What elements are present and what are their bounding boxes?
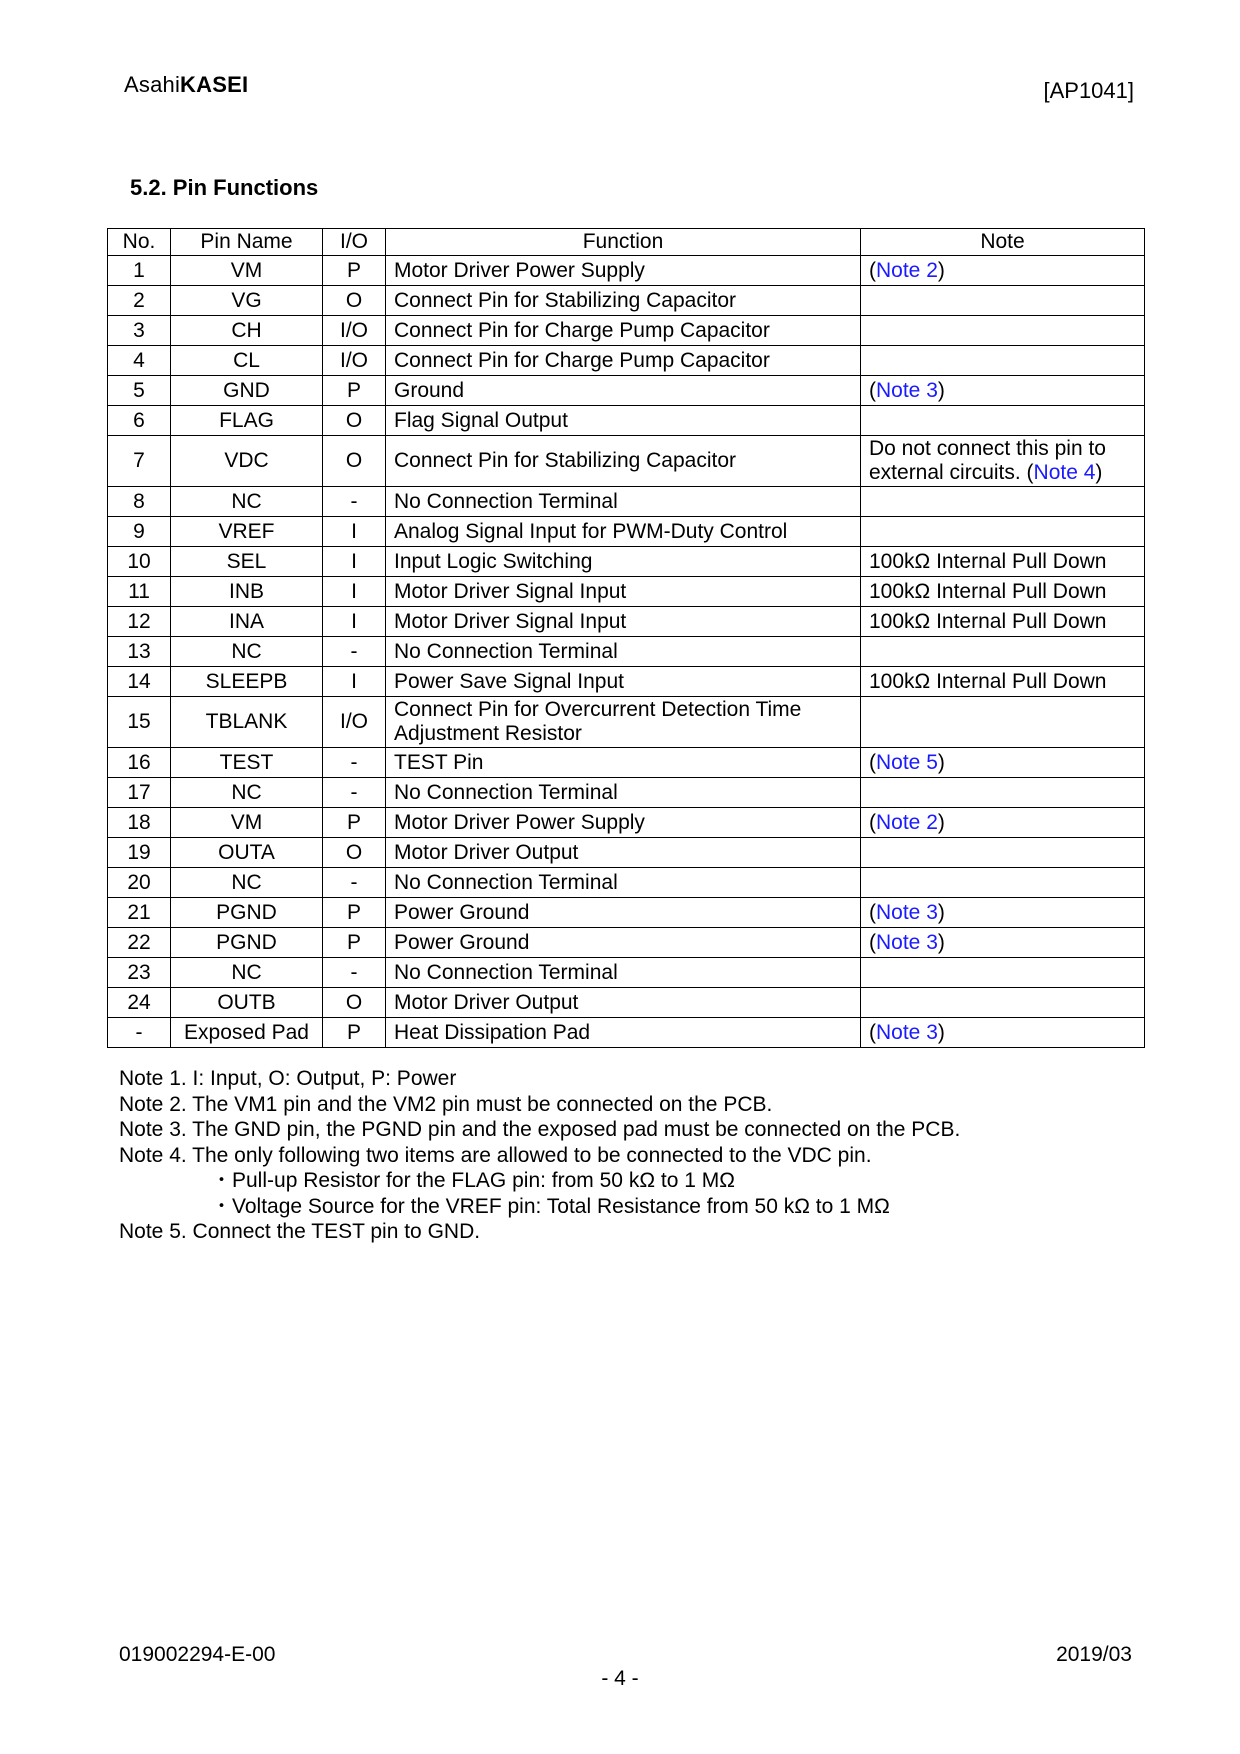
note-line: Note 5. Connect the TEST pin to GND.	[119, 1220, 481, 1243]
cell-pin-number: 21	[108, 898, 171, 928]
table-row	[108, 406, 1145, 436]
note-text: (	[869, 900, 876, 924]
table-row	[108, 607, 1145, 637]
cell-pin-name: PGND	[171, 928, 323, 958]
note-text: 100kΩ Internal Pull Down	[869, 579, 1107, 603]
cell-pin-name: VM	[171, 256, 323, 286]
cell-note	[861, 1018, 1145, 1048]
note-text: 100kΩ Internal Pull Down	[869, 609, 1107, 633]
cell-pin-name: CL	[171, 346, 323, 376]
cell-pin-name: NC	[171, 637, 323, 667]
note-text: 100kΩ Internal Pull Down	[869, 549, 1107, 573]
cell-function: Connect Pin for Stabilizing Capacitor	[386, 436, 861, 487]
cell-pin-name: INA	[171, 607, 323, 637]
pin-functions-table	[107, 228, 1145, 1048]
table-row	[108, 748, 1145, 778]
logo-text-asahi: Asahi	[124, 72, 181, 97]
cell-pin-number: -	[108, 1018, 171, 1048]
cell-function: Input Logic Switching	[386, 547, 861, 577]
cell-pin-number: 13	[108, 637, 171, 667]
cell-io-type: -	[323, 868, 386, 898]
cell-function: Motor Driver Signal Input	[386, 607, 861, 637]
cell-pin-number: 18	[108, 808, 171, 838]
cell-pin-number: 24	[108, 988, 171, 1018]
cell-function: Power Ground	[386, 928, 861, 958]
note-line: Note 1. I: Input, O: Output, P: Power	[119, 1067, 457, 1090]
cell-io-type: -	[323, 958, 386, 988]
table-row	[108, 547, 1145, 577]
cell-note	[861, 988, 1145, 1018]
cell-io-type: I	[323, 607, 386, 637]
cell-pin-number: 17	[108, 778, 171, 808]
cell-note	[861, 637, 1145, 667]
note-text: (	[869, 1020, 876, 1044]
cell-pin-name: GND	[171, 376, 323, 406]
cell-pin-number: 14	[108, 667, 171, 697]
cell-note	[861, 607, 1145, 637]
note-line: Note 2. The VM1 pin and the VM2 pin must be connected on the PCB.	[119, 1092, 773, 1116]
cell-io-type: P	[323, 898, 386, 928]
note-text: (	[869, 810, 876, 834]
cell-pin-number: 11	[108, 577, 171, 607]
cell-io-type: I	[323, 547, 386, 577]
cell-function: Motor Driver Power Supply	[386, 256, 861, 286]
cell-io-type: P	[323, 376, 386, 406]
company-logo	[124, 72, 248, 98]
cell-pin-name: SEL	[171, 547, 323, 577]
note-text-suffix: )	[937, 810, 945, 834]
cell-pin-number: 10	[108, 547, 171, 577]
note-text-suffix: )	[937, 930, 945, 954]
cell-pin-name: NC	[171, 868, 323, 898]
note-reference-link[interactable]: Note 5	[876, 750, 938, 774]
note-reference-link[interactable]: Note 2	[876, 810, 938, 834]
cell-io-type: -	[323, 487, 386, 517]
cell-note	[861, 808, 1145, 838]
section-title: 5.2. Pin Functions	[130, 175, 319, 200]
cell-pin-name: INB	[171, 577, 323, 607]
cell-pin-name: VG	[171, 286, 323, 316]
cell-pin-name: VM	[171, 808, 323, 838]
table-row	[108, 808, 1145, 838]
cell-note	[861, 778, 1145, 808]
cell-pin-number: 15	[108, 697, 171, 748]
cell-pin-number: 9	[108, 517, 171, 547]
footer-doc-number: 019002294-E-00	[119, 1643, 276, 1666]
cell-pin-number: 3	[108, 316, 171, 346]
cell-io-type: O	[323, 436, 386, 487]
table-row	[108, 868, 1145, 898]
cell-pin-name: NC	[171, 958, 323, 988]
note-bullet-item: ・Pull-up Resistor for the FLAG pin: from 50 kΩ to 1 MΩ	[211, 1169, 735, 1192]
table-row	[108, 436, 1145, 487]
note-reference-link[interactable]: Note 3	[876, 378, 938, 402]
table-row	[108, 517, 1145, 547]
cell-note	[861, 286, 1145, 316]
note-reference-link[interactable]: Note 2	[876, 258, 938, 282]
cell-function: Flag Signal Output	[386, 406, 861, 436]
cell-note	[861, 868, 1145, 898]
cell-io-type: -	[323, 748, 386, 778]
cell-io-type: I/O	[323, 346, 386, 376]
cell-io-type: I	[323, 667, 386, 697]
cell-function: TEST Pin	[386, 748, 861, 778]
cell-note	[861, 958, 1145, 988]
cell-pin-number: 6	[108, 406, 171, 436]
note-text-suffix: )	[937, 750, 945, 774]
cell-function: Motor Driver Power Supply	[386, 808, 861, 838]
column-header-pin-name: Pin Name	[171, 229, 323, 256]
cell-note	[861, 487, 1145, 517]
note-text-suffix: )	[937, 378, 945, 402]
cell-pin-number: 8	[108, 487, 171, 517]
table-row	[108, 316, 1145, 346]
note-text-suffix: )	[937, 258, 945, 282]
cell-io-type: -	[323, 778, 386, 808]
table-row	[108, 1018, 1145, 1048]
cell-function: Power Save Signal Input	[386, 667, 861, 697]
cell-pin-name: CH	[171, 316, 323, 346]
cell-pin-name: Exposed Pad	[171, 1018, 323, 1048]
cell-pin-number: 5	[108, 376, 171, 406]
cell-pin-number: 20	[108, 868, 171, 898]
cell-io-type: I/O	[323, 697, 386, 748]
cell-io-type: I	[323, 577, 386, 607]
cell-io-type: O	[323, 406, 386, 436]
cell-function: Heat Dissipation Pad	[386, 1018, 861, 1048]
table-row	[108, 286, 1145, 316]
cell-pin-name: OUTB	[171, 988, 323, 1018]
cell-function: No Connection Terminal	[386, 958, 861, 988]
table-row	[108, 988, 1145, 1018]
cell-note	[861, 436, 1145, 487]
cell-function: Ground	[386, 376, 861, 406]
cell-note	[861, 376, 1145, 406]
cell-note	[861, 316, 1145, 346]
column-header-note: Note	[861, 229, 1145, 256]
note-text: (	[869, 750, 876, 774]
cell-function: Power Ground	[386, 898, 861, 928]
logo-text-kasei: KASEI	[180, 72, 249, 97]
cell-pin-name: OUTA	[171, 838, 323, 868]
cell-io-type: P	[323, 928, 386, 958]
table-row	[108, 487, 1145, 517]
note-reference-link[interactable]: Note 3	[876, 900, 938, 924]
cell-function: Connect Pin for Charge Pump Capacitor	[386, 346, 861, 376]
note-text: (	[869, 258, 876, 282]
cell-function: Motor Driver Output	[386, 838, 861, 868]
cell-function: Analog Signal Input for PWM-Duty Control	[386, 517, 861, 547]
page-number: - 4 -	[601, 1667, 639, 1690]
footer-date: 2019/03	[1056, 1643, 1132, 1666]
cell-io-type: I/O	[323, 316, 386, 346]
cell-note	[861, 838, 1145, 868]
note-line: Note 3. The GND pin, the PGND pin and the exposed pad must be connected on the PCB.	[119, 1118, 961, 1141]
table-row	[108, 346, 1145, 376]
cell-io-type: O	[323, 286, 386, 316]
cell-note	[861, 697, 1145, 748]
note-text: Do not connect this pin to external circuits. (	[869, 437, 1106, 484]
cell-pin-number: 2	[108, 286, 171, 316]
table-row	[108, 778, 1145, 808]
cell-pin-number: 1	[108, 256, 171, 286]
note-reference-link[interactable]: Note 3	[876, 930, 938, 954]
cell-pin-name: VREF	[171, 517, 323, 547]
cell-function: No Connection Terminal	[386, 487, 861, 517]
cell-pin-name: FLAG	[171, 406, 323, 436]
cell-pin-name: VDC	[171, 436, 323, 487]
cell-function: No Connection Terminal	[386, 778, 861, 808]
notes-section	[119, 1066, 960, 1245]
note-text: 100kΩ Internal Pull Down	[869, 669, 1107, 693]
cell-note	[861, 928, 1145, 958]
table-row	[108, 637, 1145, 667]
cell-note	[861, 547, 1145, 577]
cell-io-type: O	[323, 838, 386, 868]
cell-note	[861, 346, 1145, 376]
table-row	[108, 697, 1145, 748]
table-header-row	[108, 229, 1145, 256]
cell-note	[861, 898, 1145, 928]
cell-function: No Connection Terminal	[386, 637, 861, 667]
cell-function: Connect Pin for Overcurrent Detection Time Adjustment Resistor	[386, 697, 861, 748]
cell-note	[861, 256, 1145, 286]
cell-note	[861, 577, 1145, 607]
cell-note	[861, 517, 1145, 547]
column-header-no: No.	[108, 229, 171, 256]
cell-pin-name: NC	[171, 487, 323, 517]
cell-io-type: P	[323, 1018, 386, 1048]
cell-pin-number: 16	[108, 748, 171, 778]
cell-pin-name: SLEEPB	[171, 667, 323, 697]
cell-note	[861, 748, 1145, 778]
note-text-suffix: )	[1095, 461, 1103, 484]
table-row	[108, 256, 1145, 286]
cell-pin-name: PGND	[171, 898, 323, 928]
note-line: Note 4. The only following two items are allowed to be connected to the VDC pin.	[119, 1143, 872, 1167]
cell-pin-number: 12	[108, 607, 171, 637]
cell-pin-number: 23	[108, 958, 171, 988]
cell-pin-name: TEST	[171, 748, 323, 778]
note-text: (	[869, 378, 876, 402]
table-row	[108, 958, 1145, 988]
cell-io-type: I	[323, 517, 386, 547]
cell-function: Motor Driver Output	[386, 988, 861, 1018]
cell-function: Connect Pin for Charge Pump Capacitor	[386, 316, 861, 346]
cell-function: No Connection Terminal	[386, 868, 861, 898]
cell-io-type: -	[323, 637, 386, 667]
note-bullet-item: ・Voltage Source for the VREF pin: Total Resistance from 50 kΩ to 1 MΩ	[211, 1194, 890, 1218]
column-header-function: Function	[386, 229, 861, 256]
note-reference-link[interactable]: Note 3	[876, 1020, 938, 1044]
table-row	[108, 928, 1145, 958]
cell-io-type: P	[323, 256, 386, 286]
cell-function: Motor Driver Signal Input	[386, 577, 861, 607]
column-header-io: I/O	[323, 229, 386, 256]
cell-pin-number: 22	[108, 928, 171, 958]
cell-note	[861, 406, 1145, 436]
table-body	[108, 256, 1145, 1048]
cell-io-type: O	[323, 988, 386, 1018]
table-row	[108, 838, 1145, 868]
table-row	[108, 667, 1145, 697]
cell-function: Connect Pin for Stabilizing Capacitor	[386, 286, 861, 316]
cell-pin-number: 19	[108, 838, 171, 868]
cell-io-type: P	[323, 808, 386, 838]
table-row	[108, 898, 1145, 928]
cell-pin-number: 7	[108, 436, 171, 487]
table-row	[108, 577, 1145, 607]
cell-note	[861, 667, 1145, 697]
cell-pin-name: NC	[171, 778, 323, 808]
note-text: (	[869, 930, 876, 954]
document-id: [AP1041]	[1043, 78, 1134, 103]
note-text-suffix: )	[937, 1020, 945, 1044]
cell-pin-name: TBLANK	[171, 697, 323, 748]
table-row	[108, 376, 1145, 406]
cell-pin-number: 4	[108, 346, 171, 376]
note-reference-link[interactable]: Note 4	[1033, 461, 1096, 484]
note-text-suffix: )	[937, 900, 945, 924]
